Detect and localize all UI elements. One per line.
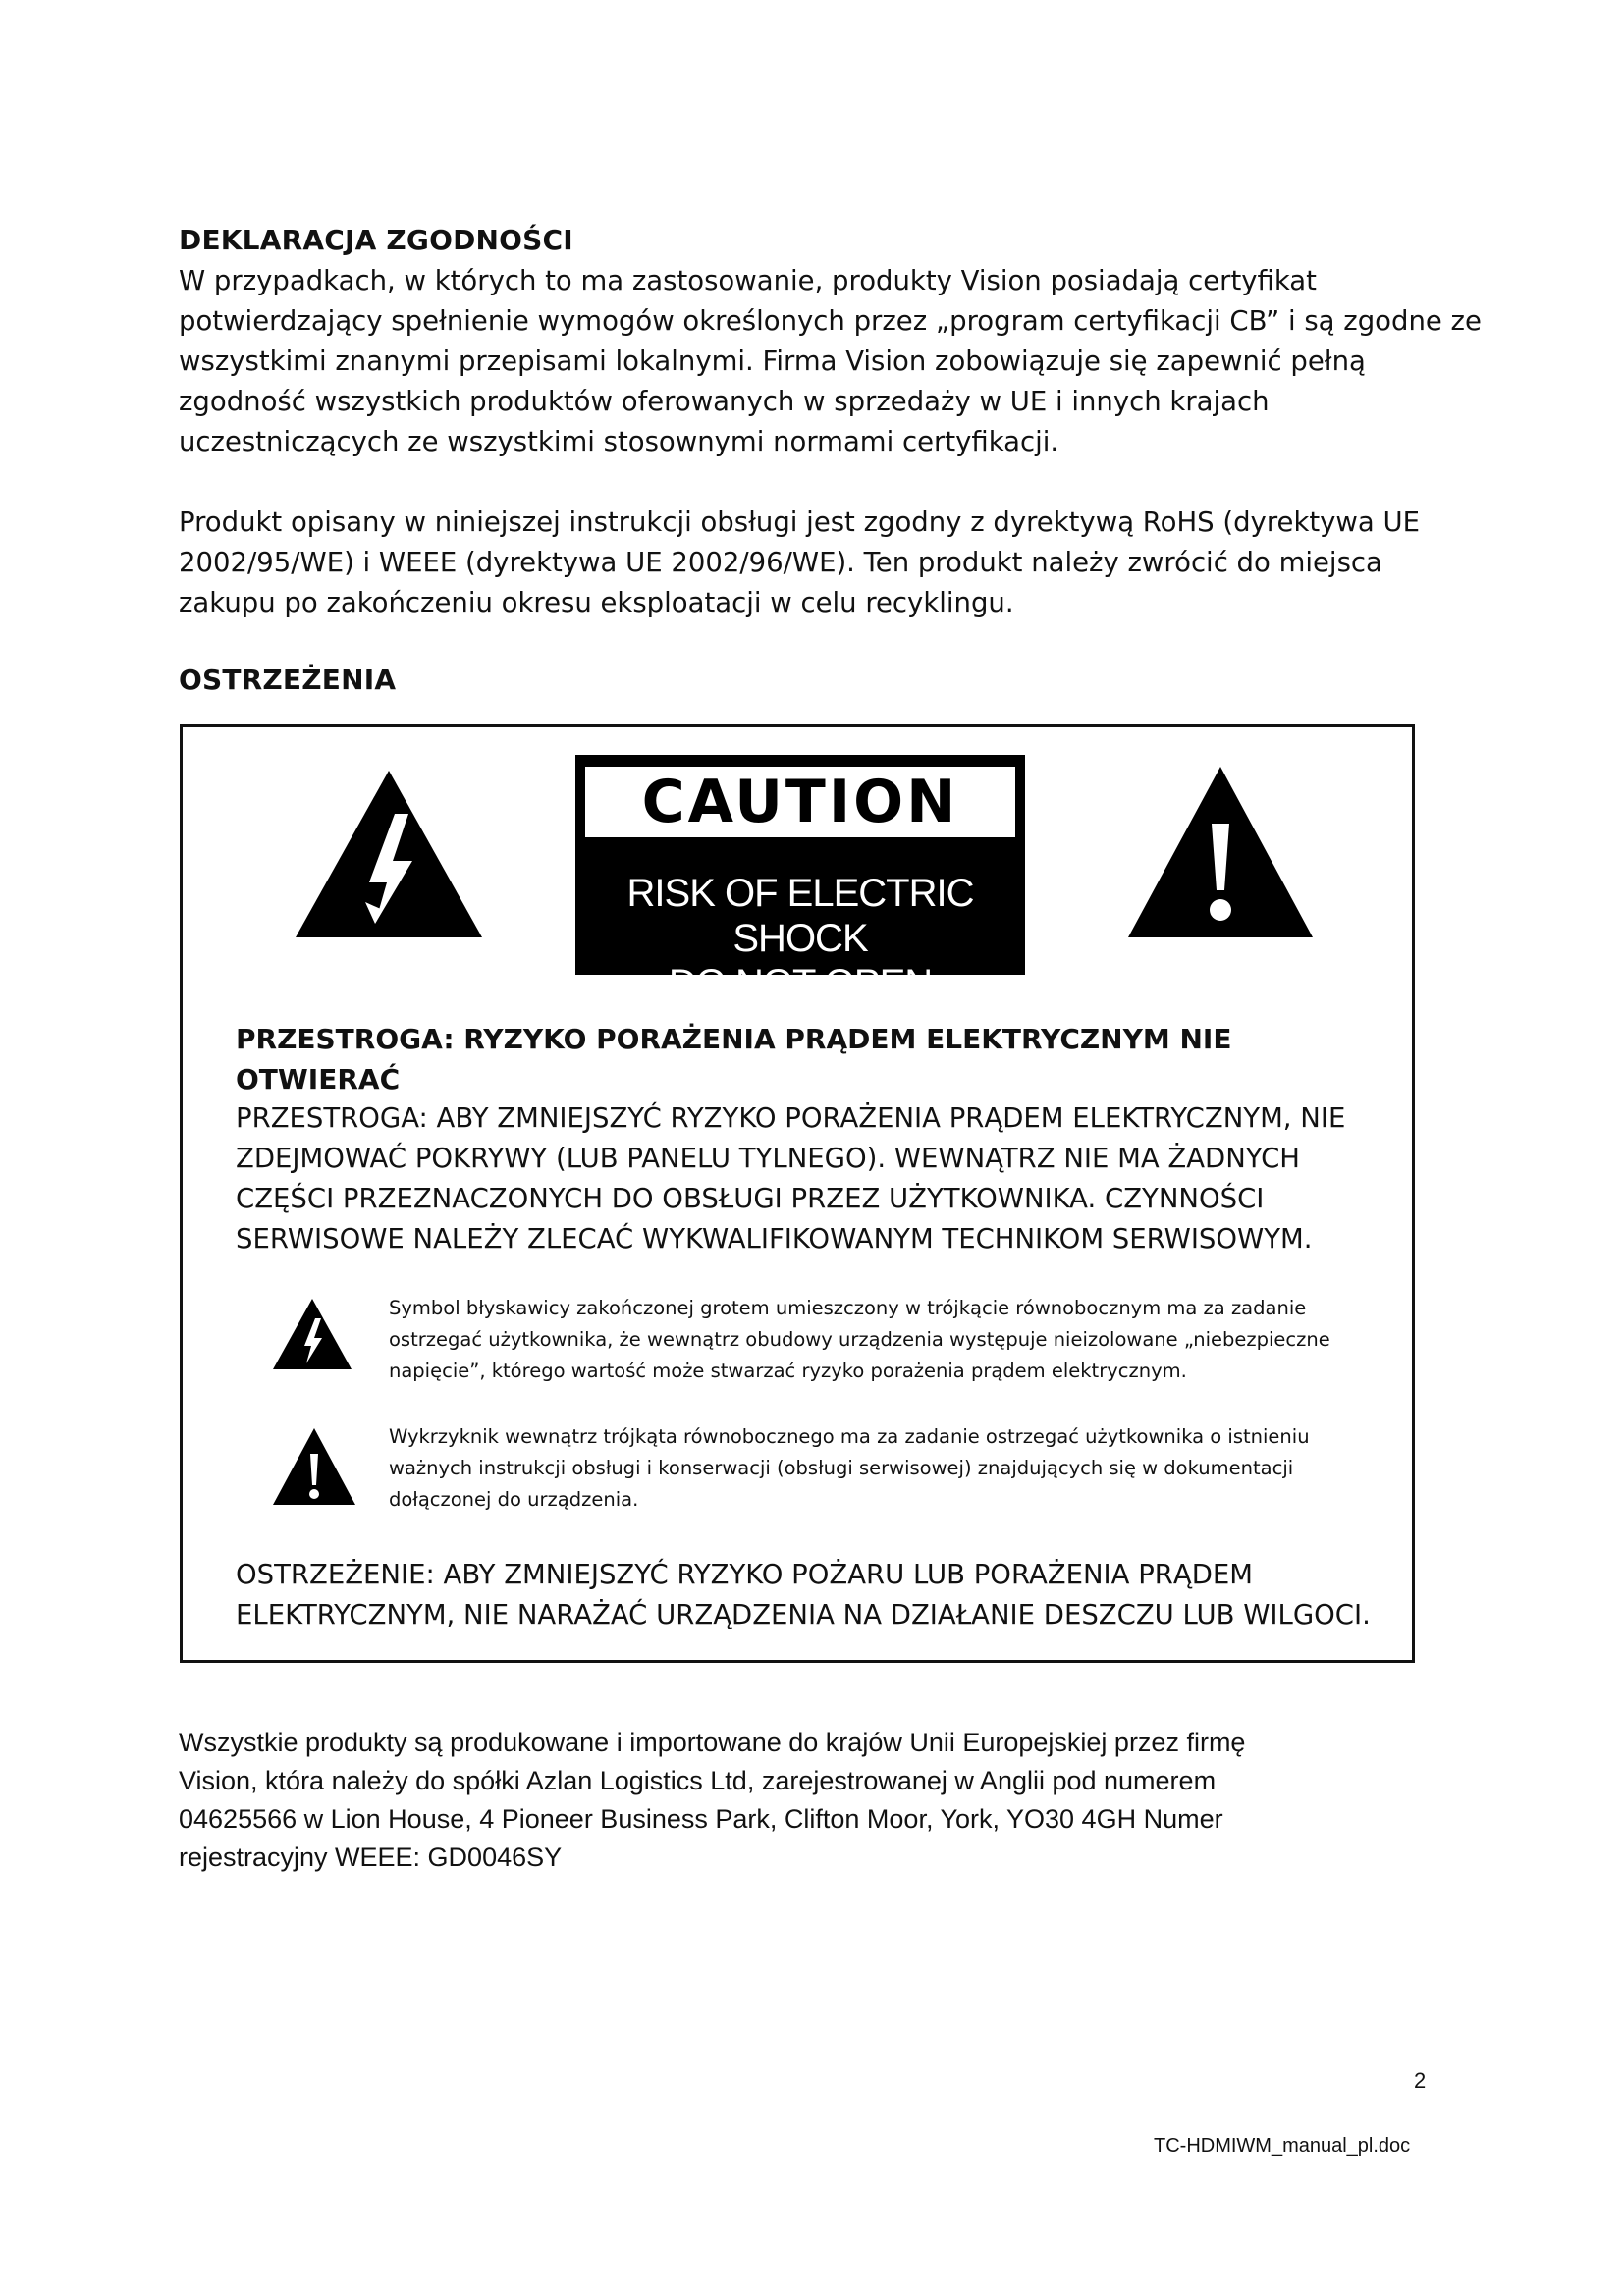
caution-label bbox=[575, 755, 1025, 1005]
caution-title: CAUTION bbox=[585, 767, 1015, 837]
box-title-line: OTWIERAĆ bbox=[236, 1063, 401, 1095]
lightning-description bbox=[389, 1293, 1371, 1387]
declaration-line: W przypadkach, w których to ma zastosowanie, produkty Vision posiadają certyfikat bbox=[179, 265, 1317, 296]
box-text-line: SERWISOWE NALEŻY ZLECAĆ WYKWALIFIKOWANYM TECHNIKOM SERWISOWYM. bbox=[236, 1223, 1313, 1255]
lightning-line: ostrzegać użytkownika, że wewnątrz obudowy urządzenia występuje nieizolowane „niebezpieczne bbox=[389, 1328, 1330, 1351]
exclamation-warning-icon bbox=[1125, 763, 1316, 941]
importer-line: 04625566 w Lion House, 4 Pioneer Business Park, Clifton Moor, York, YO30 4GH Numer bbox=[179, 1804, 1223, 1834]
caution-sub-line: DO NOT OPEN bbox=[668, 962, 933, 1005]
declaration-paragraph bbox=[179, 261, 1482, 462]
fire-warning-line: ELEKTRYCZNYM, NIE NARAŻAĆ URZĄDZENIA NA DZIAŁANIE DESZCZU LUB WILGOCI. bbox=[236, 1599, 1371, 1630]
caution-subtitle bbox=[575, 859, 1025, 1005]
declaration-heading: DEKLARACJA ZGODNOŚCI bbox=[179, 224, 573, 256]
rohs-paragraph bbox=[179, 503, 1455, 623]
box-text-line: CZĘŚCI PRZEZNACZONYCH DO OBSŁUGI PRZEZ UŻYTKOWNIKA. CZYNNOŚCI bbox=[236, 1183, 1265, 1214]
document-filename: TC-HDMIWM_manual_pl.doc bbox=[1154, 2135, 1411, 2157]
page-number: 2 bbox=[1414, 2068, 1427, 2093]
importer-line: Wszystkie produkty są produkowane i importowane do krajów Unii Europejskiej przez firmę bbox=[179, 1728, 1246, 1757]
rohs-line: zakupu po zakończeniu okresu eksploatacji w celu recyklingu. bbox=[179, 587, 1014, 618]
importer-line: rejestracyjny WEEE: GD0046SY bbox=[179, 1842, 563, 1872]
warnings-heading: OSTRZEŻENIA bbox=[179, 664, 397, 696]
exclamation-description bbox=[389, 1421, 1371, 1516]
importer-line: Vision, która należy do spółki Azlan Logistics Ltd, zarejestrowanej w Anglii pod numerem bbox=[179, 1766, 1217, 1795]
exclamation-line: dołączonej do urządzenia. bbox=[389, 1488, 639, 1511]
warning-box bbox=[180, 724, 1415, 1663]
small-exclamation-icon bbox=[271, 1426, 357, 1507]
caution-sub-line: RISK OF ELECTRIC SHOCK bbox=[626, 872, 974, 960]
small-lightning-icon bbox=[271, 1297, 353, 1371]
declaration-line: uczestniczących ze wszystkimi stosownymi normami certyfikacji. bbox=[179, 426, 1059, 457]
declaration-line: potwierdzający spełnienie wymogów określonych przez „program certyfikacji CB” i są zgodne ze bbox=[179, 305, 1482, 337]
box-text-line: PRZESTROGA: ABY ZMNIEJSZYĆ RYZYKO PORAŻENIA PRĄDEM ELEKTRYCZNYM, NIE bbox=[236, 1102, 1346, 1134]
declaration-line: wszystkimi znanymi przepisami lokalnymi. Firma Vision zobowiązuje się zapewnić pełną bbox=[179, 346, 1366, 377]
importer-paragraph bbox=[179, 1724, 1245, 1877]
rohs-line: 2002/95/WE) i WEEE (dyrektywa UE 2002/96/WE). Ten produkt należy zwrócić do miejsca bbox=[179, 547, 1382, 578]
box-caution-text bbox=[236, 1098, 1384, 1259]
fire-warning-text bbox=[236, 1555, 1384, 1635]
lightning-line: napięcie”, którego wartość może stwarzać ryzyko porażenia prądem elektrycznym. bbox=[389, 1360, 1187, 1382]
declaration-line: zgodność wszystkich produktów oferowanych w sprzedaży w UE i innych krajach bbox=[179, 386, 1270, 417]
box-title-line: PRZESTROGA: RYZYKO PORAŻENIA PRĄDEM ELEKTRYCZNYM NIE bbox=[236, 1023, 1232, 1055]
exclamation-line: Wykrzyknik wewnątrz trójkąta równobocznego ma za zadanie ostrzegać użytkownika o istnieniu bbox=[389, 1425, 1310, 1448]
fire-warning-line: OSTRZEŻENIE: ABY ZMNIEJSZYĆ RYZYKO POŻARU LUB PORAŻENIA PRĄDEM bbox=[236, 1559, 1253, 1590]
box-text-line: ZDEJMOWAĆ POKRYWY (LUB PANELU TYLNEGO). WEWNĄTRZ NIE MA ŻADNYCH bbox=[236, 1143, 1300, 1174]
rohs-line: Produkt opisany w niniejszej instrukcji obsługi jest zgodny z dyrektywą RoHS (dyrektywa UE bbox=[179, 507, 1421, 538]
lightning-warning-icon bbox=[293, 767, 485, 941]
box-title bbox=[236, 1019, 1365, 1099]
exclamation-line: ważnych instrukcji obsługi i konserwacji (obsługi serwisowej) znajdujących się w dokumentacji bbox=[389, 1457, 1294, 1479]
lightning-line: Symbol błyskawicy zakończonej grotem umieszczony w trójkącie równobocznym ma za zadanie bbox=[389, 1297, 1307, 1319]
